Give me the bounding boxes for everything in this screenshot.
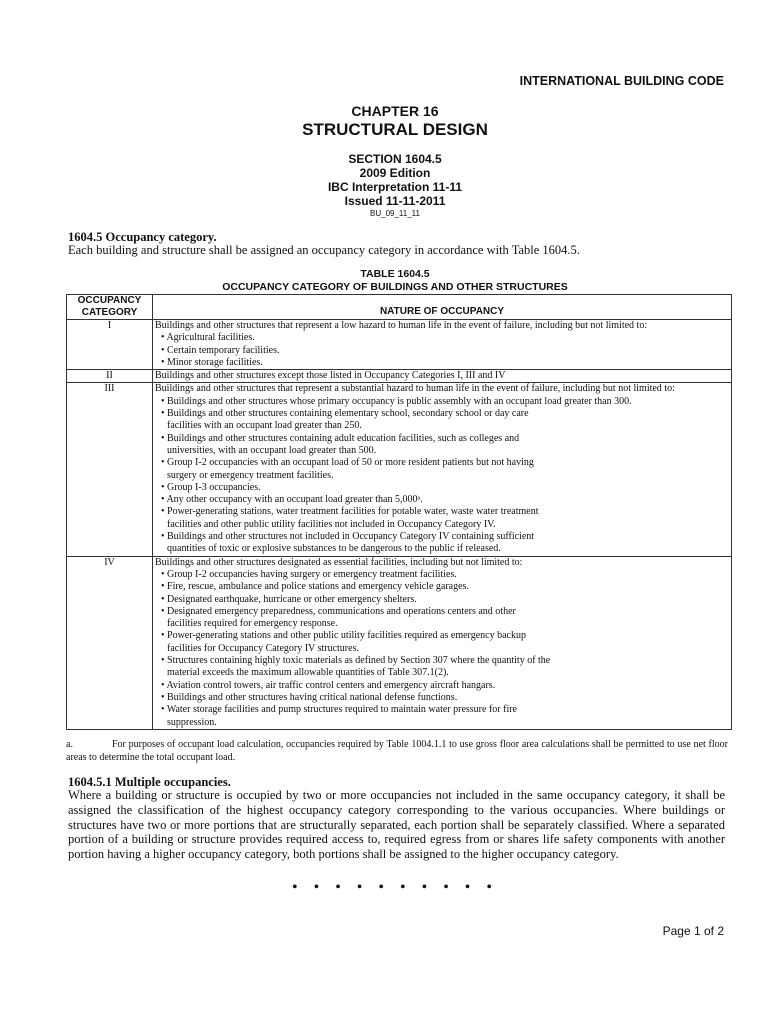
nature-description: Buildings and other structures that represent a substantial hazard to human life in the event of failure, including but not limited to:: [155, 383, 675, 395]
nature-list-item: facilities with an occupant load greater than 250.: [167, 420, 362, 432]
nature-list-item: • Minor storage facilities.: [161, 356, 263, 368]
occupancy-category-cell: IV: [67, 556, 153, 729]
chapter-heading: [0, 103, 768, 141]
nature-list-item: quantities of toxic or explosive substances to be dangerous to the public if released.: [167, 543, 501, 555]
nature-description: Buildings and other structures except those listed in Occupancy Categories I, III and IV: [155, 370, 506, 382]
table-row: [67, 370, 732, 383]
nature-list-item: • Certain temporary facilities.: [161, 344, 280, 356]
nature-list-item: material exceeds the maximum allowable quantities of Table 307.1(2).: [167, 667, 449, 679]
chapter-title: STRUCTURAL DESIGN: [302, 120, 488, 139]
table-title: OCCUPANCY CATEGORY OF BUILDINGS AND OTHER STRUCTURES: [222, 281, 568, 293]
nature-of-occupancy-cell: [153, 320, 732, 370]
nature-list-item: • Buildings and other structures containing elementary school, secondary school or day care: [161, 408, 529, 420]
occupancy-heading: 1604.5 Occupancy category.: [68, 230, 217, 244]
nature-list-item: • Group I-3 occupancies.: [161, 481, 261, 493]
multiple-occupancies-heading: 1604.5.1 Multiple occupancies.: [68, 775, 231, 789]
separator-dots: • • • • • • • • • •: [291, 879, 498, 896]
occupancy-table: [66, 294, 732, 730]
document-header: INTERNATIONAL BUILDING CODE: [519, 74, 724, 88]
nature-list-item: • Aviation control towers, air traffic control centers and emergency aircraft hangars.: [161, 679, 496, 691]
nature-list-item: facilities required for emergency response.: [167, 618, 338, 630]
table-number: TABLE 1604.5: [360, 268, 430, 280]
nature-list-item: surgery or emergency treatment facilities.: [167, 469, 334, 481]
footnote-text: For purposes of occupant load calculation, occupancies required by Table 1004.1.1 to use gross floor area calculations shall be permitted to use net floor areas to determine the total occupant load.: [66, 739, 728, 763]
table-row: [67, 320, 732, 370]
footnote-letter: a.: [66, 739, 73, 750]
table-footnote: [66, 739, 728, 764]
nature-description: Buildings and other structures that represent a low hazard to human life in the event of failure, including but not limited to:: [155, 320, 648, 331]
nature-list-item: • Designated emergency preparedness, communications and operations centers and other: [161, 605, 516, 617]
nature-list-item: suppression.: [167, 716, 217, 728]
section-info: [0, 152, 768, 219]
nature-list-item: • Buildings and other structures having critical national defense functions.: [161, 691, 458, 703]
table-body: [67, 320, 732, 730]
table-caption: [0, 268, 768, 294]
edition: 2009 Edition: [359, 166, 431, 180]
occupancy-category-cell: III: [67, 383, 153, 556]
nature-list-item: universities, with an occupant load greater than 500.: [167, 444, 377, 456]
nature-list-item: • Water storage facilities and pump structures required to maintain water pressure for fire: [161, 704, 517, 716]
issued-date: Issued 11-11-2011: [344, 194, 446, 208]
nature-list-item: • Structures containing highly toxic materials as defined by Section 307 where the quantity of the: [161, 655, 551, 667]
nature-list-item: • Agricultural facilities.: [161, 332, 255, 344]
chapter-number: CHAPTER 16: [351, 103, 439, 119]
nature-list-item: facilities and other public utility facilities not included in Occupancy Category IV.: [167, 518, 496, 530]
occupancy-category-cell: II: [67, 370, 153, 383]
header-nature-of-occupancy: NATURE OF OCCUPANCY: [153, 295, 732, 320]
table-row: [67, 383, 732, 556]
nature-of-occupancy-cell: [153, 383, 732, 556]
nature-list-item: • Buildings and other structures containing adult education facilities, such as colleges and: [161, 432, 520, 444]
nature-list-item: • Buildings and other structures not included in Occupancy Category IV containing sufficient: [161, 531, 535, 543]
nature-of-occupancy-cell: [153, 370, 732, 383]
page-number: Page 1 of 2: [662, 924, 724, 938]
multiple-occupancies-text: Where a building or structure is occupied by two or more occupancies not included in the same occupancy category, it shall be assigned the classification of the highest occupancy category corresponding to the various occupancies. Where buildings or structures have two or more portions that are structurally separated, each portion shall be separately classified. Where a separated portion of a building or structure provides required access to, required egress from or shares life safety components with another portion having a higher occupancy category, both portions shall be assigned to the higher occupancy category.: [68, 788, 725, 862]
occupancy-category-cell: I: [67, 320, 153, 370]
table-header-row: [67, 295, 732, 320]
nature-list-item: • Buildings and other structures whose primary occupancy is public assembly with an occupant load greater than 300.: [161, 395, 632, 407]
nature-list-item: • Fire, rescue, ambulance and police stations and emergency vehicle garages.: [161, 581, 469, 593]
nature-list-item: • Power-generating stations and other public utility facilities required as emergency backup: [161, 630, 526, 642]
document-code: BU_09_11_11: [370, 209, 420, 218]
nature-list-item: • Power-generating stations, water treatment facilities for potable water, waste water treatment: [161, 506, 539, 518]
table-row: [67, 556, 732, 729]
header-occupancy-category: OCCUPANCY CATEGORY: [67, 295, 153, 320]
section-number: SECTION 1604.5: [348, 152, 442, 166]
nature-list-item: • Group I-2 occupancies having surgery or emergency treatment facilities.: [161, 568, 457, 580]
interpretation: IBC Interpretation 11-11: [327, 180, 463, 194]
nature-of-occupancy-cell: [153, 556, 732, 729]
nature-list-item: • Designated earthquake, hurricane or other emergency shelters.: [161, 593, 417, 605]
occupancy-text: Each building and structure shall be assigned an occupancy category in accordance with Table 1604.5.: [68, 243, 580, 257]
nature-list-item: • Any other occupancy with an occupant load greater than 5,000ᵃ.: [161, 494, 423, 506]
nature-list-item: facilities for Occupancy Category IV structures.: [167, 642, 359, 654]
nature-list-item: • Group I-2 occupancies with an occupant load of 50 or more resident patients but not having: [161, 457, 534, 469]
nature-description: Buildings and other structures designated as essential facilities, including but not limited to:: [155, 556, 523, 568]
